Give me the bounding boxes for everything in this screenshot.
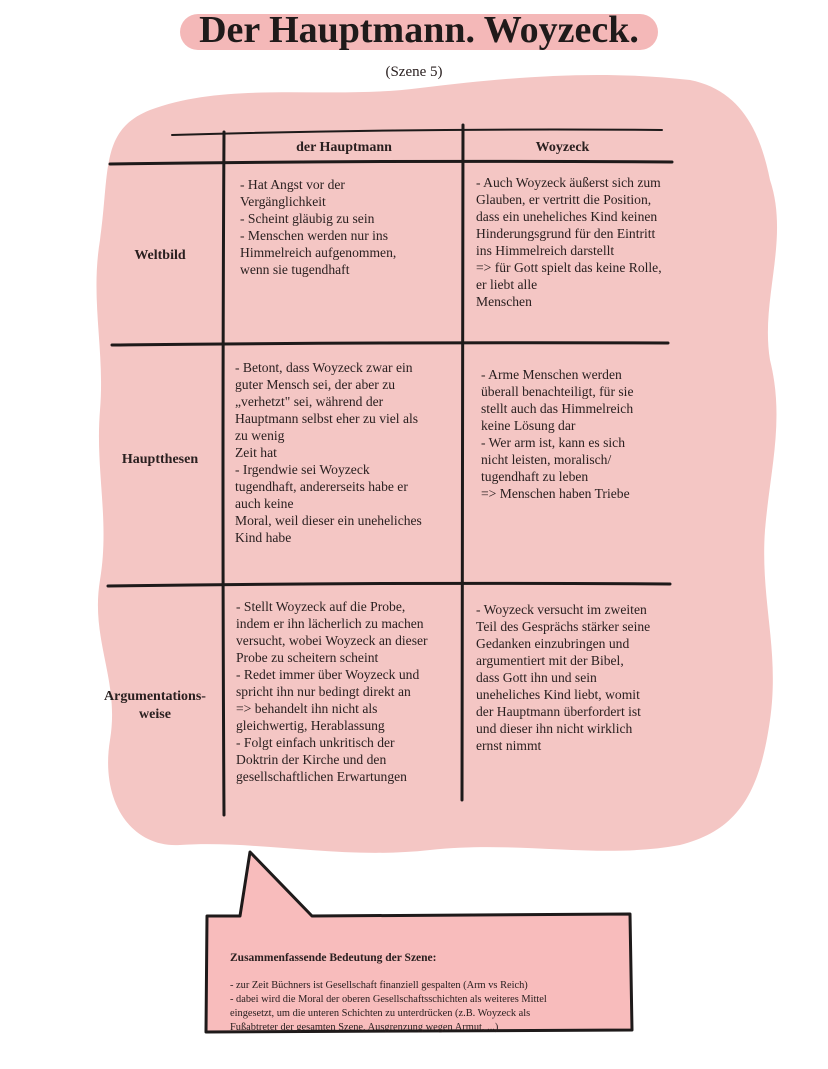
scene-subtitle: (Szene 5): [385, 64, 443, 80]
row-label-hauptthesen: Hauptthesen: [121, 452, 199, 467]
summary-body: - zur Zeit Büchners ist Gesellschaft finanziell gespalten (Arm vs Reich) - dabei wird die Moral der oberen Gesellschaftsschichten als weiteres Mittel eingesetzt, um die unteren Schichten zu unterdrücken (z.B. Woyzeck als Fußabtreter der gesamten Szene, Ausgrenzung wegen Armut, ...): [230, 980, 547, 1033]
header-hauptmann: der Hauptmann: [296, 140, 392, 155]
summary-box: [230, 937, 625, 1049]
cell-weltbild-hauptmann: - Hat Angst vor der Vergänglichkeit - Scheint gläubig zu sein - Menschen werden nur ins Himmelreich aufgenommen, wenn sie tugendhaft: [240, 177, 397, 277]
row-label-argumentationsweise: Argumentations- weise: [104, 689, 206, 722]
row-label-weltbild: Weltbild: [134, 248, 186, 263]
cell-hauptthesen-hauptmann: - Betont, dass Woyzeck zwar ein guter Mensch sei, der aber zu „verhetzt" sei, während der Hauptmann selbst eher zu viel als zu wenig Zeit hat - Irgendwie sei Woyzeck tugendhaft, andererseits habe er auch keine Moral, weil dieser ein uneheliches Kind habe: [235, 360, 422, 545]
header-woyzeck: Woyzeck: [535, 140, 590, 155]
page-title: Der Hauptmann. Woyzeck.: [199, 9, 639, 51]
cell-weltbild-woyzeck: - Auch Woyzeck äußerst sich zum Glauben, er vertritt die Position, dass ein uneheliches Kind keinen Hinderungsgrund für den Eintritt ins Himmelreich darstellt => für Gott spielt das keine Rolle, er liebt alle Menschen: [476, 175, 662, 309]
cell-argumentation-hauptmann: - Stellt Woyzeck auf die Probe, indem er ihn lächerlich zu machen versucht, wobei Woyzeck an dieser Probe zu scheitern scheint - Redet immer über Woyzeck und spricht ihn nur bedingt direkt an => behandelt ihn nicht als gleichwertig, Herablassung - Folgt einfach unkritisch der Doktrin der Kirche und den gesellschaftlichen Erwartungen: [236, 599, 428, 784]
cell-argumentation-woyzeck: - Woyzeck versucht im zweiten Teil des Gesprächs stärker seine Gedanken einzubringen und argumentiert mit der Bibel, dass Gott ihn und sein uneheliches Kind liebt, womit der Hauptmann überfordert ist und dieser ihn nicht wirklich ernst nimmt: [476, 602, 651, 753]
summary-title: Zusammenfassende Bedeutung der Szene:: [230, 952, 437, 964]
cell-hauptthesen-woyzeck: - Arme Menschen werden überall benachteiligt, für sie stellt auch das Himmelreich keine Lösung dar - Wer arm ist, kann es sich nicht leisten, moralisch/ tugendhaft zu leben => Menschen haben Triebe: [481, 367, 634, 501]
